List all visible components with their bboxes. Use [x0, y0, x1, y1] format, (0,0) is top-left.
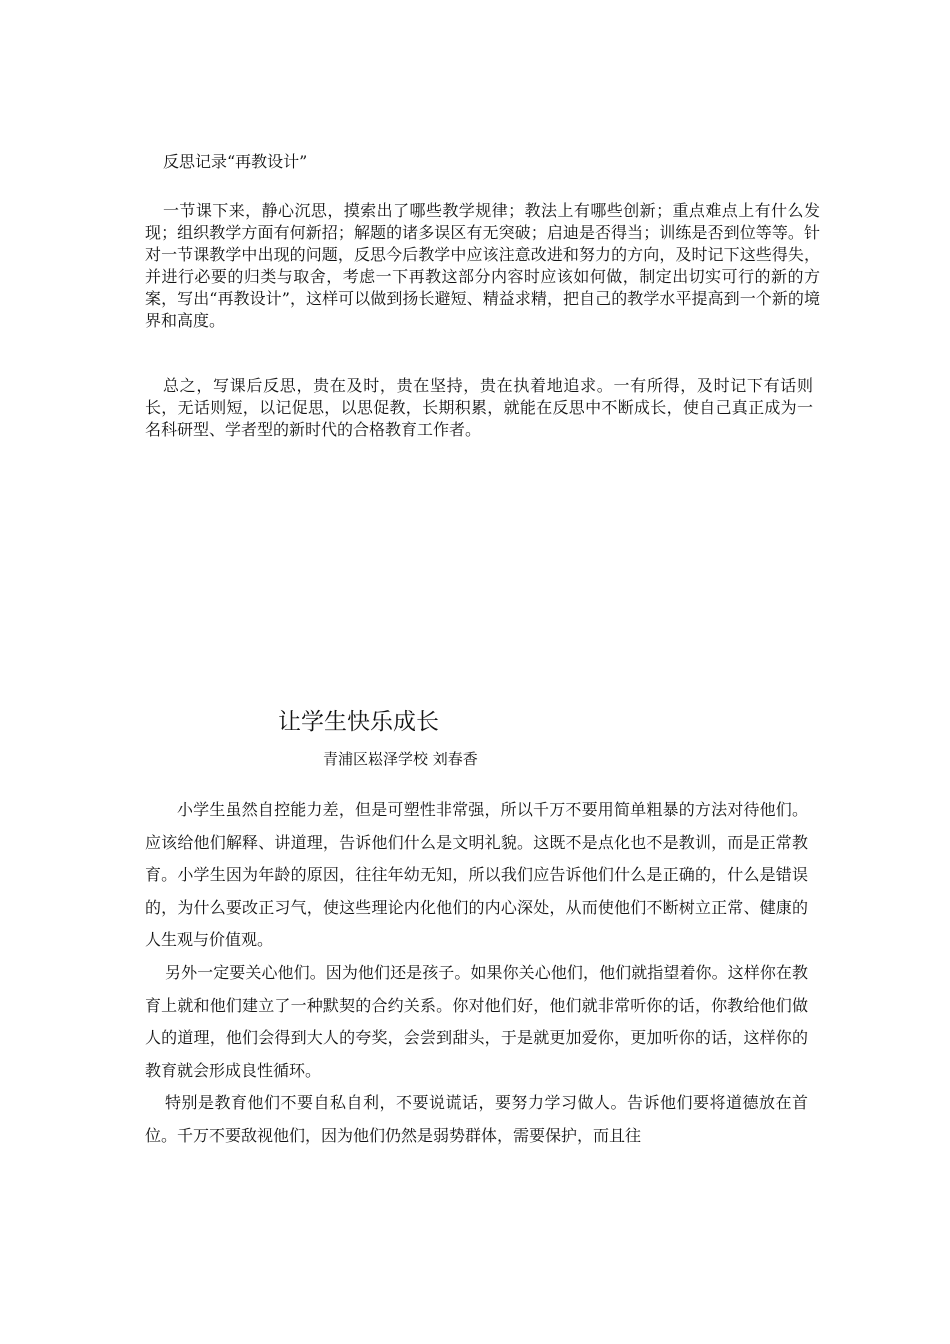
article-paragraph: 小学生虽然自控能力差，但是可塑性非常强，所以千万不要用简单粗暴的方法对待他们。应该给他们解释、讲道理，告诉他们什么是文明礼貌。这既不是点化也不是教训，而是正常教育。小学生因为年龄的原因，往往年幼无知，所以我们应告诉他们什么是正确的，什么是错误的，为什么要改正习气，使这些理论内化他们的内心深处，从而使他们不断树立正常、健康的人生观与价值观。	[145, 800, 808, 950]
section-heading: 反思记录“再教设计”	[163, 152, 308, 171]
paragraph-reflection: 一节课下来，静心沉思，摸索出了哪些教学规律；教法上有哪些创新；重点难点上有什么发现；组织教学方面有何新招；解题的诸多误区有无突破；启迪是否得当；训练是否到位等等。针对一节课教学中出现的问题，反思今后教学中应该注意改进和努力的方向，及时记下这些得失，并进行必要的归类与取舍，考虑一下再教这部分内容时应该如何做，制定出切实可行的新的方案，写出“再教设计”，这样可以做到扬长避短、精益求精，把自己的教学水平提高到一个新的境界和高度。	[145, 201, 820, 330]
article-body	[145, 794, 808, 1153]
article-title: 让学生快乐成长	[278, 709, 439, 735]
paragraph-summary: 总之，写课后反思，贵在及时，贵在坚持，贵在执着地追求。一有所得，及时记下有话则长，无话则短，以记促思，以思促教，长期积累，就能在反思中不断成长，使自己真正成为一名科研型、学者型的新时代的合格教育工作者。	[145, 376, 813, 439]
article-byline: 青浦区崧泽学校 刘春香	[323, 750, 478, 768]
article-paragraph: 另外一定要关心他们。因为他们还是孩子。如果你关心他们，他们就指望着你。这样你在教育上就和他们建立了一种默契的合约关系。你对他们好，他们就非常听你的话，你教给他们做人的道理，他们会得到大人的夸奖，会尝到甜头，于是就更加爱你，更加听你的话，这样你的教育就会形成良性循环。	[145, 962, 808, 1080]
article-paragraph: 特别是教育他们不要自私自利，不要说谎话，要努力学习做人。告诉他们要将道德放在首位。千万不要敌视他们，因为他们仍然是弱势群体，需要保护，而且往	[145, 1093, 808, 1145]
